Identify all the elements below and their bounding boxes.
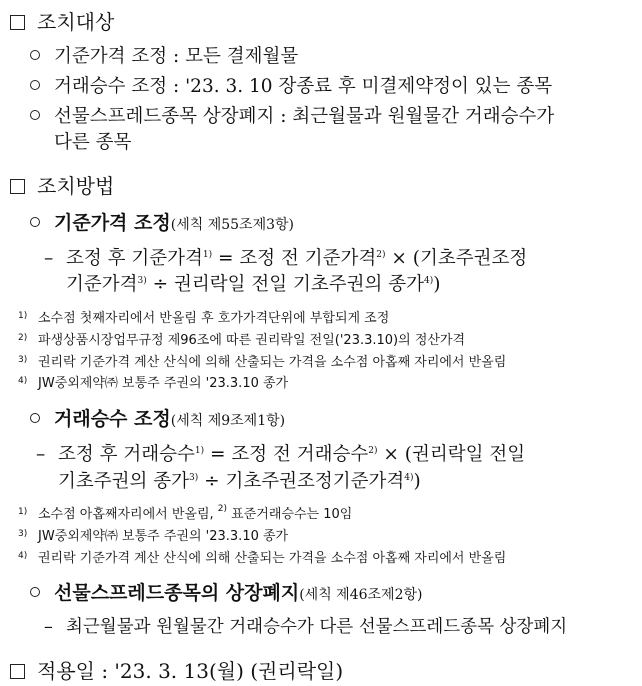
circle-bullet-icon: [30, 80, 40, 90]
section-2-heading: [10, 170, 114, 199]
list-item-continuation: 다른 종목: [54, 132, 132, 153]
formula-line: 기초주권의 종가$^{3)}$ ÷ 기초주권조정기준가격$^{4)}$): [58, 471, 421, 492]
footnote: 3) 권리락 기준가격 계산 산식에 의해 산출되는 가격을 소수점 아홉째 자리에서 반올림: [18, 355, 507, 370]
footnote: 1) 소수점 첫째자리에서 반올림 후 호가가격단위에 부합되게 조정: [18, 311, 390, 326]
circle-bullet-icon: [30, 217, 40, 227]
section-1-title: 조치대상: [37, 10, 115, 34]
checkbox-square-icon: [10, 15, 25, 30]
list-item: 기준가격 조정 : 모든 결제월물: [30, 42, 298, 68]
footnote: 4) 권리락 기준가격 계산 산식에 의해 산출되는 가격을 소수점 아홉째 자리에서 반올림: [18, 551, 507, 566]
formula-line: 기준가격$^{3)}$ ÷ 권리락일 전일 기초주권의 종가$^{4)}$): [66, 274, 441, 295]
subsection-multiplier-adjust: 거래승수 조정(세칙 제9조제1항): [30, 404, 285, 431]
section-3-heading: [10, 655, 343, 684]
circle-bullet-icon: [30, 413, 40, 423]
section-1-heading: [10, 6, 114, 35]
footnote: 1) 소수점 아홉째자리에서 반올림, $^{2)}$ 표준거래승수는 10임: [18, 504, 353, 522]
circle-bullet-icon: [30, 50, 40, 60]
list-item: 거래승수 조정 : '23. 3. 10 장종료 후 미결제약정이 있는 종목: [30, 72, 552, 98]
circle-bullet-icon: [30, 110, 40, 120]
checkbox-square-icon: [10, 664, 25, 679]
section-2-title: 조치방법: [37, 174, 115, 198]
footnote: 4) JW중외제약㈜ 보통주 주권의 '23.3.10 종가: [18, 376, 289, 391]
formula-line: – 조정 후 기준가격$^{1)}$ = 조정 전 기준가격$^{2)}$ × (기초주권조정: [44, 248, 528, 269]
formula-line: – 조정 후 거래승수$^{1)}$ = 조정 전 거래승수$^{2)}$ × (권리락일 전일: [36, 444, 526, 465]
footnote: 2) 파생상품시장업무규정 제96조에 따른 권리락일 전일('23.3.10)의 정산가격: [18, 333, 466, 348]
subsection-price-adjust: 기준가격 조정(세칙 제55조제3항): [30, 208, 294, 235]
subsection-spread-delisting: 선물스프레드종목의 상장폐지(세칙 제46조제2항): [30, 578, 422, 605]
checkbox-square-icon: [10, 179, 25, 194]
body-line: – 최근월물과 원월물간 거래승수가 다른 선물스프레드종목 상장폐지: [44, 617, 568, 637]
circle-bullet-icon: [30, 587, 40, 597]
section-3-title: 적용일 : '23. 3. 13(월) (권리락일): [37, 659, 344, 683]
list-item: 선물스프레드종목 상장폐지 : 최근월물과 원월물간 거래승수가: [30, 102, 554, 128]
footnote: 3) JW중외제약㈜ 보통주 주권의 '23.3.10 종가: [18, 529, 289, 544]
